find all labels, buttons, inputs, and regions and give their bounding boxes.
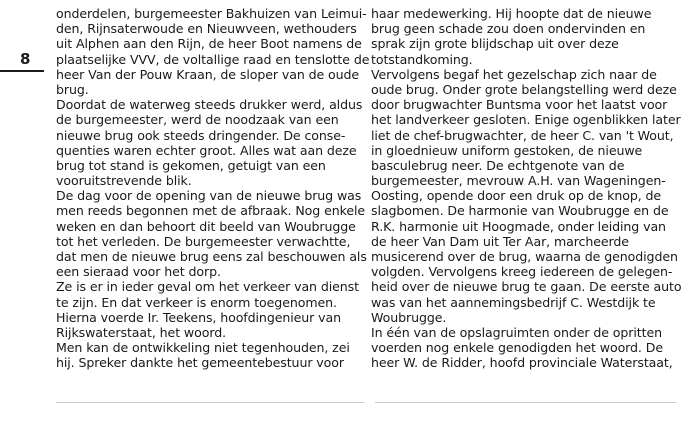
text-line: het landverkeer gesloten. Enige ogenblikken later [371, 112, 681, 128]
text-line: door brugwachter Buntsma voor het laatst voor [371, 97, 668, 113]
text-line: volgden. Vervolgens kreeg iedereen de gelegen- [371, 264, 673, 280]
text-line: oude brug. Onder grote belangstelling werd deze [371, 81, 677, 97]
column-footer-rule-right [375, 402, 676, 403]
text-line: R.K. harmonie uit Hoogmade, onder leiding van [371, 218, 666, 234]
text-line: de burgemeester, werd de noodzaak van een [56, 112, 339, 128]
text-line: brug geen schade zou doen ondervinden en [371, 21, 646, 37]
text-line: Men kan de ontwikkeling niet tegenhouden, zei [56, 340, 350, 356]
paragraph [371, 66, 682, 325]
text-line: de heer Van Dam uit Ter Aar, marcheerde [371, 233, 629, 249]
text-line: slagbomen. De harmonie van Woubrugge en de [371, 203, 669, 219]
text-line: Ze is er in ieder geval om het verkeer van dienst [56, 279, 359, 295]
text-line: Woubrugge. [371, 309, 447, 325]
text-line: Rijkswaterstaat, het woord. [56, 324, 226, 340]
text-line: men reeds begonnen met de afbraak. Nog enkele [56, 203, 366, 219]
text-line: dat men de nieuwe brug eens zal beschouwen als [56, 249, 367, 264]
text-line: plaatselijke VVV, de voltallige raad en tenslotte de [56, 51, 370, 67]
paragraph [56, 279, 359, 310]
paragraph [56, 340, 356, 370]
right-text-column [371, 6, 682, 371]
text-line: te zijn. En dat verkeer is enorm toegenomen. [56, 294, 337, 310]
paragraph [56, 188, 367, 280]
paragraph [56, 310, 356, 340]
text-line: Doordat de waterweg steeds drukker werd, aldus [56, 97, 363, 113]
page-number-rule [0, 70, 44, 72]
text-line: heer Van der Pouw Kraan, de sloper van de oude [56, 66, 360, 82]
text-line: brug tot stand is gekomen, getuigt van een [56, 157, 326, 173]
text-line: quenties waren echter groot. Alles wat aan deze [56, 142, 357, 158]
text-line: Oosting, opende door een druk op de knop, de [371, 188, 662, 204]
text-line: uit Alphen aan den Rijn, de heer Boot namens de [56, 36, 362, 52]
text-line: basculebrug neer. De echtgenote van de [371, 157, 625, 173]
text-line: nieuwe brug ook steeds dringender. De conse- [56, 127, 346, 143]
text-line: vooruitstrevende blik. [56, 173, 192, 189]
text-line: Hierna voerde Ir. Teekens, hoofdingenieur van [56, 309, 342, 325]
left-text-column [56, 6, 370, 371]
text-line: sprak zijn grote blijdschap uit over deze [371, 36, 619, 52]
paragraph [56, 6, 370, 97]
text-line: een sieraad voor het dorp. [56, 264, 221, 280]
text-line: totstandkoming. [371, 51, 473, 67]
text-line: In één van de opslagruimten onder de opritten [371, 324, 662, 340]
text-line: hij. Spreker dankte het gemeentebestuur voor [56, 355, 344, 371]
text-line: burgemeester, mevrouw A.H. van Wageningen- [371, 173, 666, 189]
column-footer-rule-left [56, 402, 364, 403]
text-line: liet de chef-brugwachter, de heer C. van 't Wout, [371, 127, 674, 143]
text-line: haar medewerking. Hij hoopte dat de nieuwe [371, 6, 652, 21]
text-line: den, Rijnsaterwoude en Nieuwveen, wethouders [56, 21, 357, 37]
text-line: voerden nog enkele genodigden het woord. De [371, 340, 663, 356]
text-line: De dag voor de opening van de nieuwe brug was [56, 188, 362, 204]
text-line: weken en dan behoort dit beeld van Woubrugge [56, 218, 356, 234]
page-number: 8 [20, 50, 31, 68]
text-line: Vervolgens begaf het gezelschap zich naar de [371, 66, 657, 82]
text-line: musicerend over de brug, waarna de genodigden [371, 249, 678, 264]
paragraph [56, 97, 363, 189]
text-line: was van het aannemingsbedrijf C. Westdijk te [371, 294, 656, 310]
text-line: heid over de nieuwe brug te gaan. De eerste auto [371, 279, 682, 295]
text-line: brug. [56, 81, 89, 97]
text-line: tot het verleden. De burgemeester verwachtte, [56, 233, 351, 249]
text-line: onderdelen, burgemeester Bakhuizen van Leimui- [56, 6, 367, 21]
text-line: in gloednieuw uniform gestoken, de nieuwe [371, 142, 643, 158]
text-line: heer W. de Ridder, hoofd provinciale Waterstaat, [371, 355, 673, 371]
paragraph [371, 325, 676, 371]
paragraph [371, 6, 676, 67]
